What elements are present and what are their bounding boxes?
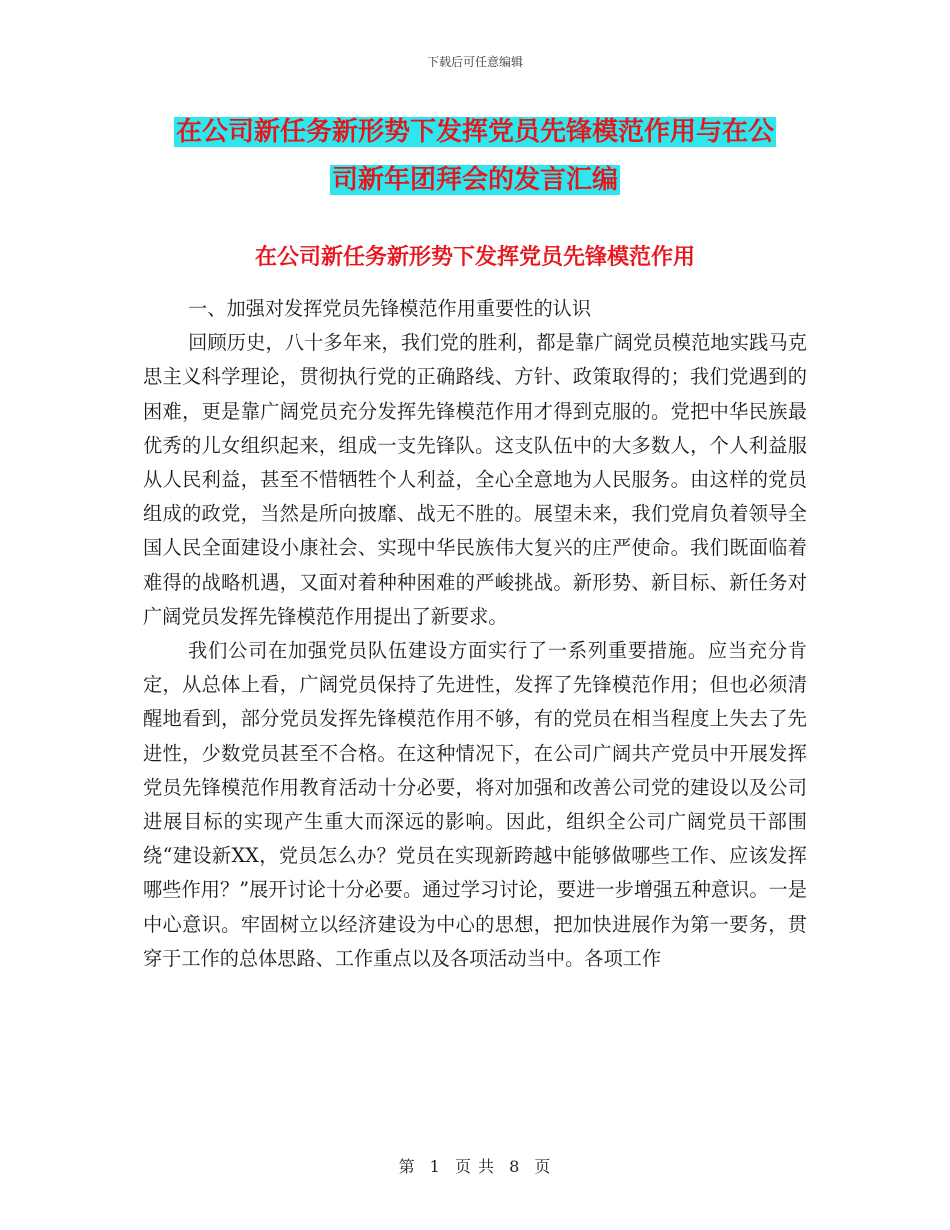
title-line-2-text: 司新年团拜会的发言汇编 (331, 165, 618, 195)
page-mid: 页 共 (454, 1157, 496, 1176)
header-note: 下载后可任意编辑 (426, 55, 523, 69)
section-subtitle: 在公司新任务新形势下发挥党员先锋模范作用 (254, 245, 695, 270)
page-suffix: 页 (534, 1157, 552, 1176)
section-heading: 一、加强对发挥党员先锋模范作用重要性的认识 (188, 297, 592, 320)
body-paragraph-2: 我们公司在加强党员队伍建设方面实行了一系列重要措施。应当充分肯定，从总体上看，广阔党员保持了先进性，发挥了先锋模范作用；但也必须清醒地看到，部分党员发挥先锋模范作用不够，有的党员在相当程度上失去了先进性，少数党员甚至不合格。在这种情况下，在公司广阔共产党员中开展发挥党员先锋模范作用教育活动十分必要，将对加强和改善公司党的建设以及公司进展目标的实现产生重大而深远的影响。因此，组织全公司广阔党员干部围绕“建设新XX，党员怎么办？党员在实现新跨越中能够做哪些工作、应该发挥哪些作用？”展开讨论十分必要。通过学习讨论，要进一步增强五种意识。一是中心意识。牢固树立以经济建设为中心的思想，把加快进展作为第一要务，贯穿于工作的总体思路、工作重点以及各项活动当中。各项工作 (143, 639, 807, 970)
title-line-1-text: 在公司新任务新形势下发挥党员先锋模范作用与在公 (175, 117, 774, 147)
document-title-line-1 (143, 108, 807, 156)
document-body (143, 292, 807, 976)
document-title-line-2 (143, 156, 807, 204)
page-current: 1 (429, 1157, 441, 1176)
page-prefix: 第 (398, 1157, 416, 1176)
body-paragraph-1: 回顾历史，八十多年来，我们党的胜利，都是靠广阔党员模范地实践马克思主义科学理论，贯彻执行党的正确路线、方针、政策取得的；我们党遇到的困难，更是靠广阔党员充分发挥先锋模范作用才得到克服的。党把中华民族最优秀的儿女组织起来，组成一支先锋队。这支队伍中的大多数人，个人利益服从人民利益，甚至不惜牺牲个人利益，全心全意地为人民服务。由这样的党员组成的政党，当然是所向披靡、战无不胜的。展望未来，我们党肩负着领导全国人民全面建设小康社会、实现中华民族伟大复兴的庄严使命。我们既面临着难得的战略机遇，又面对着种种困难的严峻挑战。新形势、新目标、新任务对广阔党员发挥先锋模范作用提出了新要求。 (143, 331, 807, 628)
document-title (143, 108, 807, 204)
page-number-footer (0, 1154, 950, 1177)
page-total: 8 (509, 1157, 521, 1176)
